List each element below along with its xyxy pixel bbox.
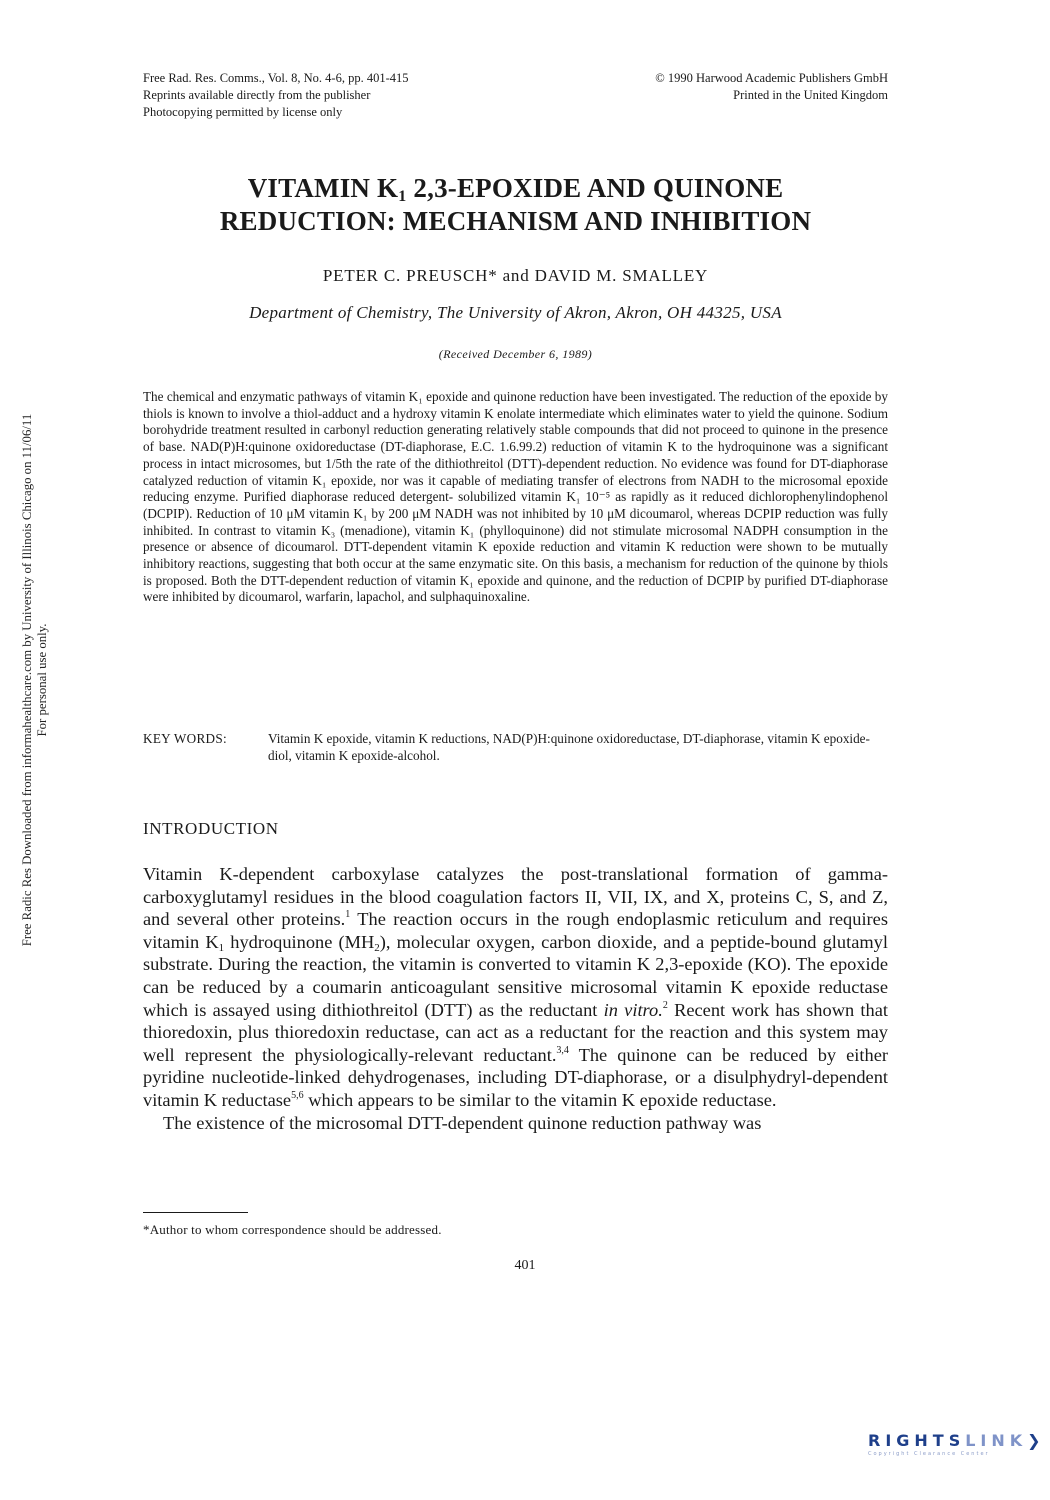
journal-citation [143, 70, 409, 121]
footnote-rule [143, 1212, 248, 1213]
photocopying-line: Photocopying permitted by license only [143, 105, 343, 119]
keywords-label: KEY WORDS: [143, 731, 227, 746]
chevron-right-icon: ❯ [1027, 1431, 1046, 1450]
citation-ref: 1 [345, 909, 351, 921]
introduction-body [143, 863, 888, 1134]
download-notice-line-1: Free Radic Res Downloaded from informahealthcare.com by University of Illinois Chicago on 11/06/11 [20, 413, 34, 947]
citation-ref: 5,6 [291, 1089, 304, 1101]
affiliation: Department of Chemistry, The University of Akron, Akron, OH 44325, USA [249, 303, 782, 322]
section-heading: INTRODUCTION [143, 819, 279, 838]
citation-ref: 3,4 [556, 1044, 569, 1056]
received-date: (Received December 6, 1989) [438, 347, 593, 361]
footnote: *Author to whom correspondence should be addressed. [143, 1222, 442, 1237]
copyright-line: © 1990 Harwood Academic Publishers GmbH [655, 71, 888, 85]
article-title [143, 172, 888, 238]
abstract: The chemical and enzymatic pathways of vitamin K₁ epoxide and quinone reduction have been investigated. The reduction of the epoxide by thiols is known to involve a thiol-adduct and a hydroxy vitamin K enolate intermediate which eliminates water to yield the quinone. Sodium borohydride treatment resulted in carbonyl reduction generating relatively stable compounds that did not proceed to quinone in the presence of base. NAD(P)H:quinone oxidoreductase (DT-diaphorase, E.C. 1.6.99.2) reduction of vitamin K to the hydroquinone was a significant process in intact microsomes, but 1/5th the rate of the dithiothreitol (DTT)-dependent reduction. No evidence was found for DT-diaphorase catalyzed reduction of vitamin K₁ epoxide, nor was it capable of mediating transfer of electrons from NADH to the microsomal epoxide reducing enzyme. Purified diaphorase reduced detergent- solubilized vitamin K₁ 10⁻⁵ as rapidly as it reduced dichlorophenylindophenol (DCPIP). Reduction of 10 μM vitamin K₁ by 200 μM NADH was not inhibited by 10 μM dicoumarol, whereas DCPIP reduction was fully inhibited. In contrast to vitamin K₃ (menadione), vitamin K₁ (phylloquinone) did not stimulate microsomal NADPH consumption in the presence or absence of dicoumarol. DTT-dependent vitamin K epoxide reduction and vitamin K reduction were shown to be mutually inhibitory reactions, suggesting that both occur at the same enzymatic site. On this basis, a mechanism for reduction of the quinone by thiols is proposed. Both the DTT-dependent reduction of vitamin K₁ epoxide and quinone, and the reduction of DCPIP by purified DT-diaphorase were inhibited by dicoumarol, warfarin, lapachol, and sulphaquinoxaline. [143, 389, 888, 605]
rightslink-tagline: Copyright Clearance Center [868, 1451, 990, 1457]
keywords-text: Vitamin K epoxide, vitamin K reductions, NAD(P)H:quinone oxidoreductase, DT-diaphorase, vitamin K epoxide-diol, vitamin K epoxide-alcohol. [268, 731, 870, 763]
paragraph: The existence of the microsomal DTT-dependent quinone reduction pathway was [163, 1112, 762, 1133]
page-number: 401 [514, 1258, 536, 1273]
printed-line: Printed in the United Kingdom [733, 88, 888, 102]
download-notice-line-2: For personal use only. [35, 623, 49, 737]
keywords [143, 730, 888, 764]
citation-ref: 2 [662, 999, 668, 1011]
authors: PETER C. PREUSCH* and DAVID M. SMALLEY [322, 266, 709, 285]
paragraph: Vitamin K-dependent carboxylase catalyzes the post-translational formation of gamma-carboxyglutamyl residues in the blood coagulation factors II, VII, IX, and X, proteins C, S, and Z, and several other proteins.$^1$ The reaction occurs in the rough endoplasmic reticulum and requires vitamin $K_1$ hydroquinone $(MH_2)$, molecular oxygen, carbon dioxide, and a peptide-bound glutamyl substrate. During the reaction, the vitamin is converted to vitamin K 2,3-epoxide (KO). The epoxide can be reduced by a coumarin anticoagulant sensitive microsomal vitamin K epoxide reductase which is assayed using dithiothreitol (DTT) as the reductant in vitro.$^2$ Recent work has shown that thioredoxin, plus thioredoxin reductase, can act as a reductant for the reaction and this system may well represent the physiologically-relevant reductant.$^{3,4}$ The quinone can be reduced by either pyridine nucleotide-linked dehydrogenases, including DT-diaphorase, or a disulphydryl-dependent vitamin K reductase$^{5,6}$ which appears to be similar to the vitamin K epoxide reductase. [143, 864, 889, 1110]
rightslink-wordmark: RIGHTSLINK❯ [868, 1431, 1046, 1450]
publisher-info [655, 70, 888, 104]
rightslink-logo[interactable] [868, 1431, 1046, 1471]
download-notice [20, 360, 50, 1000]
reprints-line: Reprints available directly from the publisher [143, 88, 371, 102]
citation-line: Free Rad. Res. Comms., Vol. 8, No. 4-6, pp. 401-415 [143, 71, 409, 85]
title-line-1: VITAMIN $K_1$ 2,3-EPOXIDE AND QUINONE [247, 173, 784, 205]
title-line-2: REDUCTION: MECHANISM AND INHIBITION [219, 206, 812, 236]
